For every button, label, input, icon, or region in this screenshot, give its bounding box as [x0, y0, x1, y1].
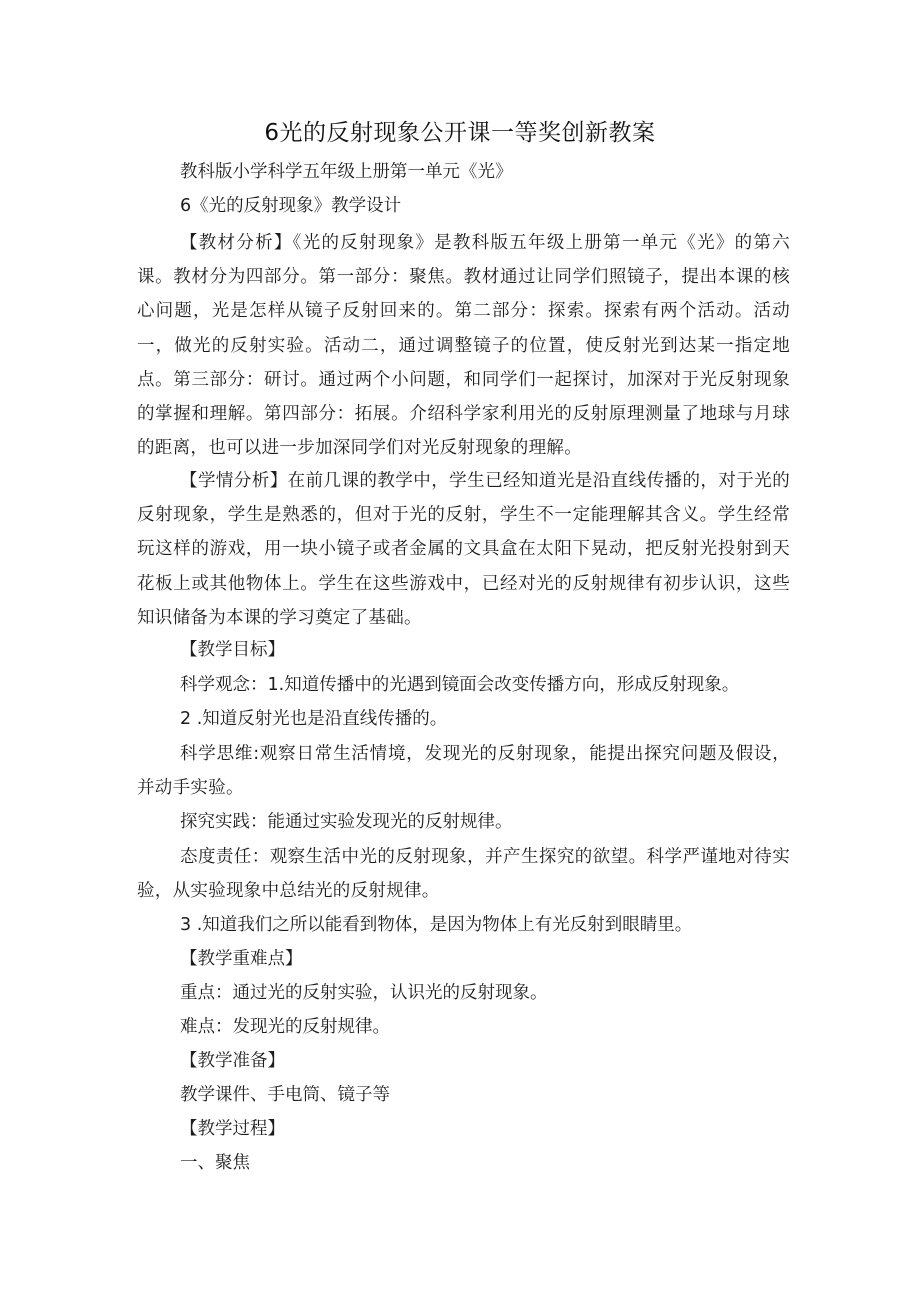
goal-attitude: 态度责任：观察生活中光的反射现象，并产生探究的欲望。科学严谨地对待实验，从实验现象中总结光的反射规律。 — [137, 847, 790, 902]
goals-heading: 【教学目标】 — [180, 640, 285, 660]
key-point: 重点：通过光的反射实验，认识光的反射现象。 — [180, 983, 548, 1003]
preparation-items: 教学课件、手电筒、镜子等 — [180, 1085, 390, 1105]
goal-item-2: 2 .知道反射光也是沿直线传播的。 — [180, 709, 448, 729]
goal-item-3: 3 .知道我们之所以能看到物体，是因为物体上有光反射到眼睛里。 — [180, 915, 693, 935]
document-subtitle: 教科版小学科学五年级上册第一单元《光》 — [180, 162, 513, 182]
difficult-point: 难点：发现光的反射规律。 — [180, 1017, 390, 1037]
goal-practice: 探究实践：能通过实验发现光的反射规律。 — [180, 812, 513, 832]
student-analysis-paragraph: 【学情分析】在前几课的教学中，学生已经知道光是沿直线传播的，对于光的反射现象，学生是熟悉的，但对于光的反射，学生不一定能理解其含义。学生经常玩这样的游戏，用一块小镜子或者金属的文具盒在太阳下晃动，把反射光投射到天花板上或其他物体上。学生在这些游戏中，已经对光的反射规律有初步认识，这些知识储备为本课的学习奠定了基础。 — [137, 471, 790, 628]
document-title: 6光的反射现象公开课一等奖创新教案 — [264, 120, 656, 146]
process-heading: 【教学过程】 — [180, 1119, 285, 1139]
section-focus-heading: 一、聚焦 — [180, 1153, 250, 1173]
preparation-heading: 【教学准备】 — [180, 1051, 285, 1071]
goal-concept: 科学观念：1.知道传播中的光遇到镜面会改变传播方向，形成反射现象。 — [180, 675, 740, 695]
key-points-heading: 【教学重难点】 — [180, 949, 303, 969]
material-analysis-paragraph: 【教材分析】《光的反射现象》是教科版五年级上册第一单元《光》的第六课。教材分为四部分。第一部分：聚焦。教材通过让同学们照镜子，提出本课的核心问题，光是怎样从镜子反射回来的。第二部分：探索。探索有两个活动。活动一，做光的反射实验。活动二，通过调整镜子的位置，使反射光到达某一指定地点。第三部分：研讨。通过两个小问题，和同学们一起探讨，加深对于光反射现象的掌握和理解。第四部分：拓展。介绍科学家利用光的反射原理测量了地球与月球的距离，也可以进一步加深同学们对光反射现象的理解。 — [137, 233, 790, 459]
goal-thinking: 科学思维:观察日常生活情境，发现光的反射现象，能提出探究问题及假设，并动手实验。 — [137, 744, 790, 799]
design-title: 6《光的反射现象》教学设计 — [180, 196, 402, 216]
